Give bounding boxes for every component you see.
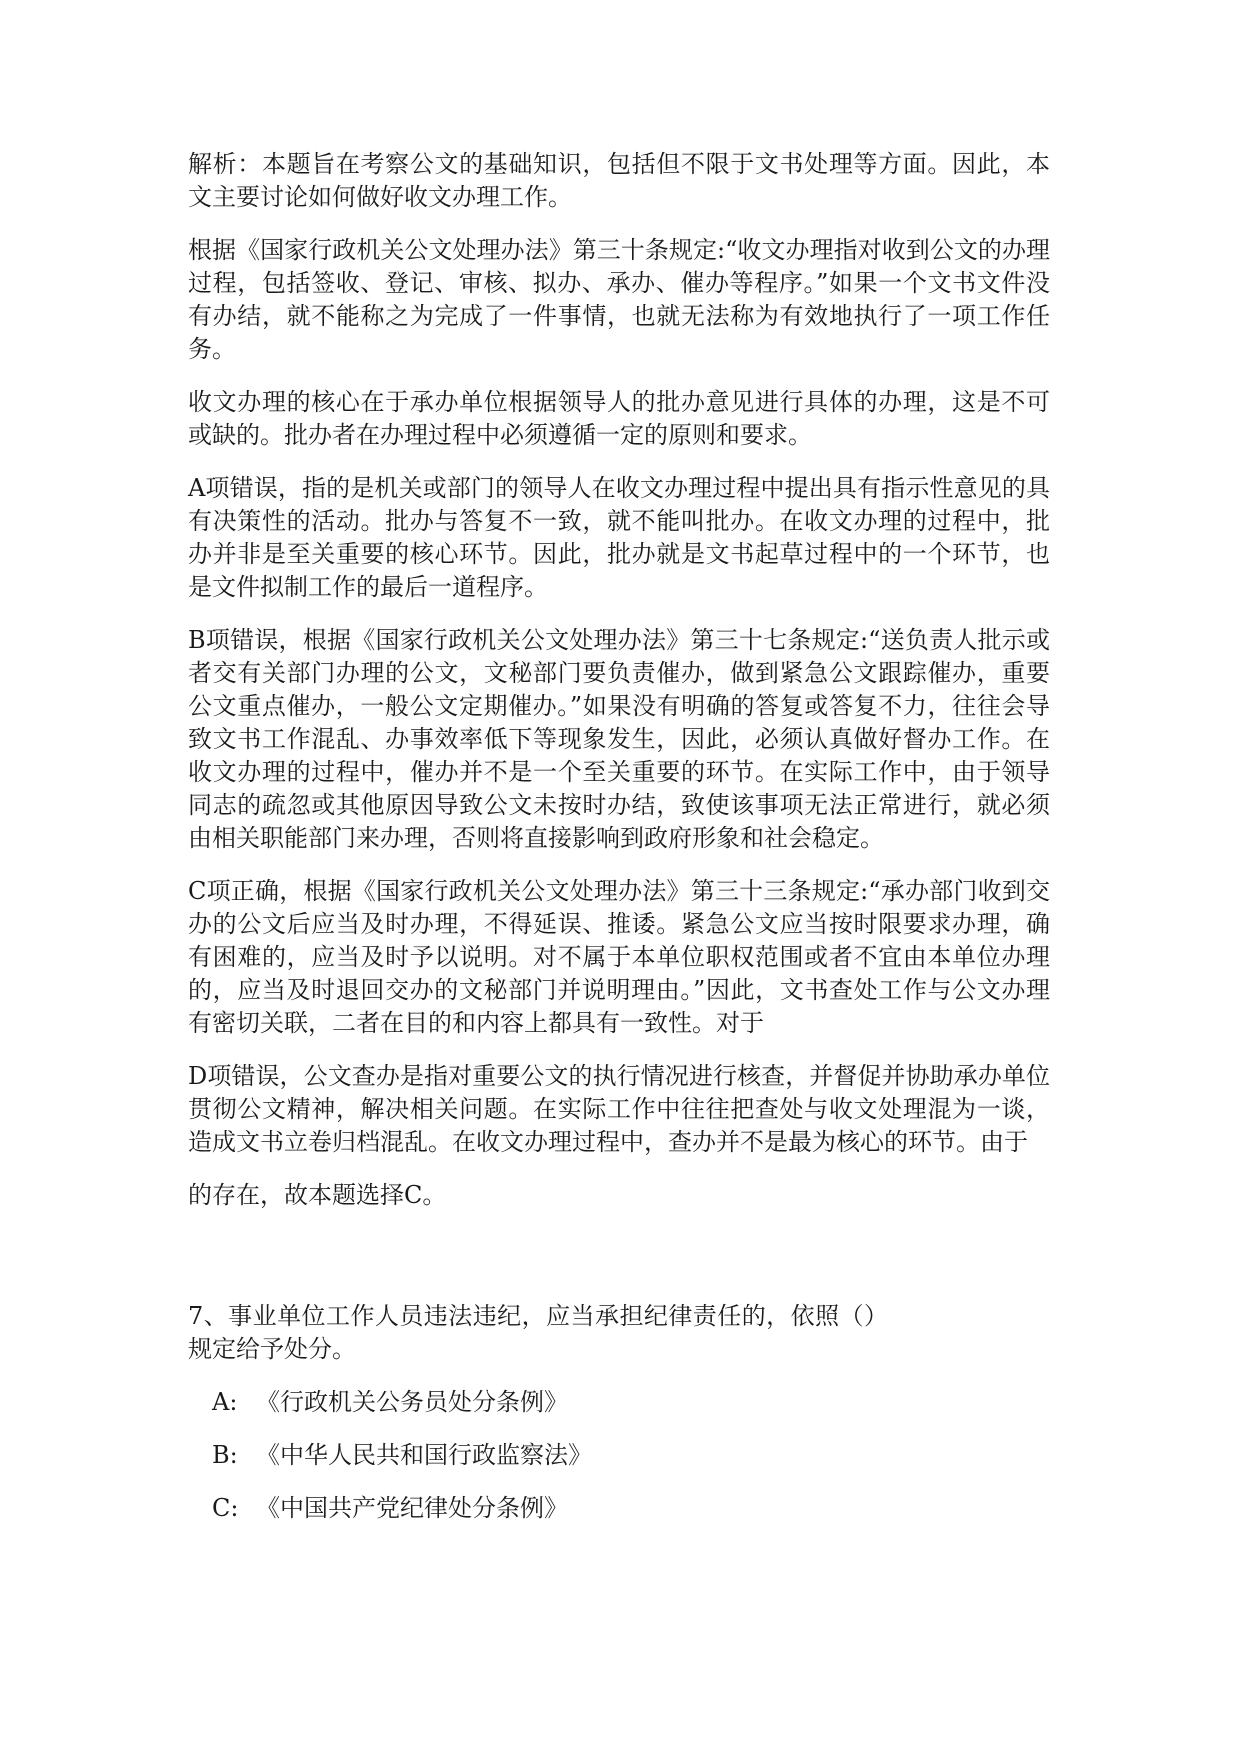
option-a-key: A: <box>212 1388 238 1416</box>
option-b-key: B: <box>212 1441 238 1469</box>
option-a[interactable] <box>212 1386 1050 1419</box>
analysis-option-c: C项正确，根据《国家行政机关公文处理办法》第三十三条规定:“承办部门收到交办的公文后应当及时办理，不得延误、推诿。紧急公文应当按时限要求办理，确有困难的，应当及时予以说明。对不属于本单位职权范围或者不宜由本单位办理的，应当及时退回交办的文秘部门并说明理由。”因此，文书查处工作与公文办理有密切关联，二者在目的和内容上都具有一致性。对于 <box>188 877 1050 1037</box>
option-c-text: 《中国共产党纪律处分条例》 <box>256 1494 568 1522</box>
analysis-conclusion: 的存在，故本题选择C。 <box>188 1181 447 1209</box>
analysis-option-d: D项错误，公文查办是指对重要公文的执行情况进行核查，并督促并协助承办单位贯彻公文精神，解决相关问题。在实际工作中往往把查处与收文处理混为一谈，造成文书立卷归档混乱。在收文办理过程中，查办并不是最为核心的环节。由于 <box>188 1062 1050 1156</box>
analysis-option-a: A项错误，指的是机关或部门的领导人在收文办理过程中提出具有指示性意见的具有决策性的活动。批办与答复不一致，就不能叫批办。在收文办理的过程中，批办并非是至关重要的核心环节。因此，批办就是文书起草过程中的一个环节，也是文件拟制工作的最后一道程序。 <box>188 474 1050 601</box>
analysis-paragraph-2: 根据《国家行政机关公文处理办法》第三十条规定:“收文办理指对收到公文的办理过程，包括签收、登记、审核、拟办、承办、催办等程序。”如果一个文书文件没有办结，就不能称之为完成了一件事情，也就无法称为有效地执行了一项工作任务。 <box>188 236 1050 363</box>
option-a-text: 《行政机关公务员处分条例》 <box>256 1388 568 1416</box>
option-c[interactable] <box>212 1492 1050 1525</box>
analysis-option-b: B项错误，根据《国家行政机关公文处理办法》第三十七条规定:“送负责人批示或者交有关部门办理的公文，文秘部门要负责催办，做到紧急公文跟踪催办，重要公文重点催办，一般公文定期催办。”如果没有明确的答复或答复不力，往往会导致文书工作混乱、办事效率低下等现象发生，因此，必须认真做好督办工作。在收文办理的过程中，催办并不是一个至关重要的环节。在实际工作中，由于领导同志的疏忽或其他原因导致公文未按时办结，致使该事项无法正常进行，就必须由相关职能部门来办理，否则将直接影响到政府形象和社会稳定。 <box>188 626 1050 852</box>
option-c-key: C: <box>212 1494 239 1522</box>
option-b-text: 《中华人民共和国行政监察法》 <box>256 1441 592 1469</box>
option-b[interactable] <box>212 1439 1050 1472</box>
analysis-paragraph-3: 收文办理的核心在于承办单位根据领导人的批办意见进行具体的办理，这是不可或缺的。批办者在办理过程中必须遵循一定的原则和要求。 <box>188 388 1050 449</box>
question-stem: 7、事业单位工作人员违法违纪，应当承担纪律责任的，依照（）规定给予处分。 <box>188 1302 888 1363</box>
analysis-paragraph-1: 解析：本题旨在考察公文的基础知识，包括但不限于文书处理等方面。因此，本文主要讨论如何做好收文办理工作。 <box>188 150 1050 211</box>
document-page <box>188 148 1050 1545</box>
